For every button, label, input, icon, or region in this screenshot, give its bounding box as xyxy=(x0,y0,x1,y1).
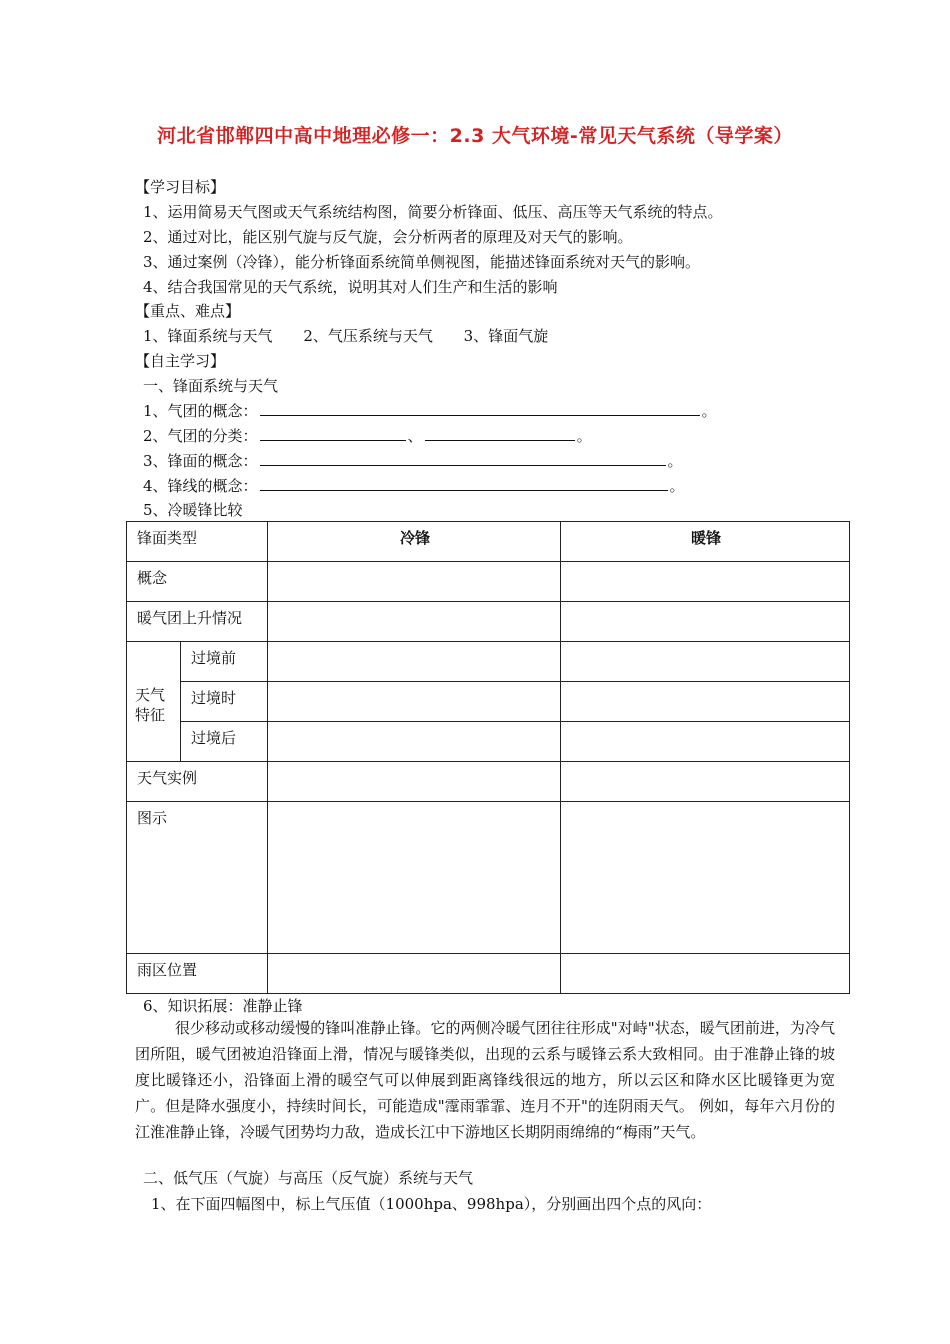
cell-warm-before[interactable] xyxy=(561,642,850,682)
part1-heading: 一、锋面系统与天气 xyxy=(143,377,279,395)
self-study-heading: 【自主学习】 xyxy=(135,352,226,370)
extension-heading: 6、知识拓展：准静止锋 xyxy=(143,997,303,1015)
cell-cold-concept[interactable] xyxy=(268,562,561,602)
row-after-passage: 过境后 xyxy=(181,722,268,762)
period: 。 xyxy=(701,402,717,420)
cell-warm-concept[interactable] xyxy=(561,562,850,602)
key-point-3: 3、锋面气旋 xyxy=(463,327,549,345)
cell-cold-after[interactable] xyxy=(268,722,561,762)
question-3 xyxy=(143,451,683,471)
cell-cold-rain[interactable] xyxy=(268,954,561,994)
cell-cold-example[interactable] xyxy=(268,762,561,802)
cell-warm-example[interactable] xyxy=(561,762,850,802)
question-2-label: 2、气团的分类： xyxy=(143,427,258,445)
goals-heading: 【学习目标】 xyxy=(135,178,226,196)
header-front-type: 锋面类型 xyxy=(127,522,268,562)
key-points xyxy=(143,326,548,346)
period: 。 xyxy=(576,427,592,445)
question-2 xyxy=(143,426,592,446)
question-5: 5、冷暖锋比较 xyxy=(143,501,243,519)
header-cold-front: 冷锋 xyxy=(268,522,561,562)
key-point-2: 2、气压系统与天气 xyxy=(303,327,433,345)
cell-cold-before[interactable] xyxy=(268,642,561,682)
row-concept: 概念 xyxy=(127,562,268,602)
goal-4: 4、结合我国常见的天气系统，说明其对人们生产和生活的影响 xyxy=(143,278,558,296)
document-title: 河北省邯郸四中高中地理必修一：2.3 大气环境-常见天气系统（导学案） xyxy=(157,125,793,147)
part2-heading: 二、低气压（气旋）与高压（反气旋）系统与天气 xyxy=(143,1169,474,1187)
row-during-passage: 过境时 xyxy=(181,682,268,722)
row-warm-air-rise: 暖气团上升情况 xyxy=(127,602,268,642)
answer-blank[interactable] xyxy=(260,476,668,491)
key-point-1: 1、锋面系统与天气 xyxy=(143,327,273,345)
row-before-passage: 过境前 xyxy=(181,642,268,682)
goal-1: 1、运用简易天气图或天气系统结构图，简要分析锋面、低压、高压等天气系统的特点。 xyxy=(143,203,723,221)
goal-2: 2、通过对比，能区别气旋与反气旋，会分析两者的原理及对天气的影响。 xyxy=(143,228,633,246)
key-heading: 【重点、难点】 xyxy=(135,302,241,320)
goal-3: 3、通过案例（冷锋），能分析锋面系统简单侧视图，能描述锋面系统对天气的影响。 xyxy=(143,253,701,271)
period: 。 xyxy=(669,477,685,495)
answer-blank[interactable] xyxy=(260,451,666,466)
header-warm-front: 暖锋 xyxy=(561,522,850,562)
cell-warm-diagram[interactable] xyxy=(561,802,850,954)
answer-blank[interactable] xyxy=(260,401,700,416)
separator: 、 xyxy=(407,427,423,445)
question-4-label: 4、锋线的概念： xyxy=(143,477,258,495)
row-diagram: 图示 xyxy=(127,802,268,954)
row-rain-area: 雨区位置 xyxy=(127,954,268,994)
cell-cold-diagram[interactable] xyxy=(268,802,561,954)
answer-blank[interactable] xyxy=(260,426,406,441)
cell-cold-during[interactable] xyxy=(268,682,561,722)
row-weather-example: 天气实例 xyxy=(127,762,268,802)
question-1 xyxy=(143,401,717,421)
row-weather-features: 天气特征 xyxy=(127,642,181,762)
part2-question-1: 1、在下面四幅图中，标上气压值（1000hpa、998hpa），分别画出四个点的风向： xyxy=(151,1195,712,1213)
front-comparison-table xyxy=(126,521,850,994)
question-4 xyxy=(143,476,685,496)
cell-warm-during[interactable] xyxy=(561,682,850,722)
cell-warm-rise[interactable] xyxy=(561,602,850,642)
question-3-label: 3、锋面的概念： xyxy=(143,452,258,470)
extension-paragraph: 很少移动或移动缓慢的锋叫准静止锋。它的两侧冷暖气团往往形成"对峙"状态，暖气团前进，为冷气团所阻，暖气团被迫沿锋面上滑，情况与暖锋类似，出现的云系与暖锋云系大致相同。由于准静止锋的坡度比暖锋还小，沿锋面上滑的暖空气可以伸展到距离锋线很远的地方，所以云区和降水区比暖锋更为宽广。但是降水强度小，持续时间长，可能造成"霪雨霏霏、连月不开"的连阴雨天气。 例如，每年六月份的江淮准静止锋，冷暖气团势均力敌，造成长江中下游地区长期阴雨绵绵的“梅雨”天气。 xyxy=(135,1019,835,1141)
question-1-label: 1、气团的概念： xyxy=(143,402,258,420)
answer-blank[interactable] xyxy=(425,426,575,441)
cell-warm-after[interactable] xyxy=(561,722,850,762)
cell-warm-rain[interactable] xyxy=(561,954,850,994)
period: 。 xyxy=(667,452,683,470)
cell-cold-rise[interactable] xyxy=(268,602,561,642)
